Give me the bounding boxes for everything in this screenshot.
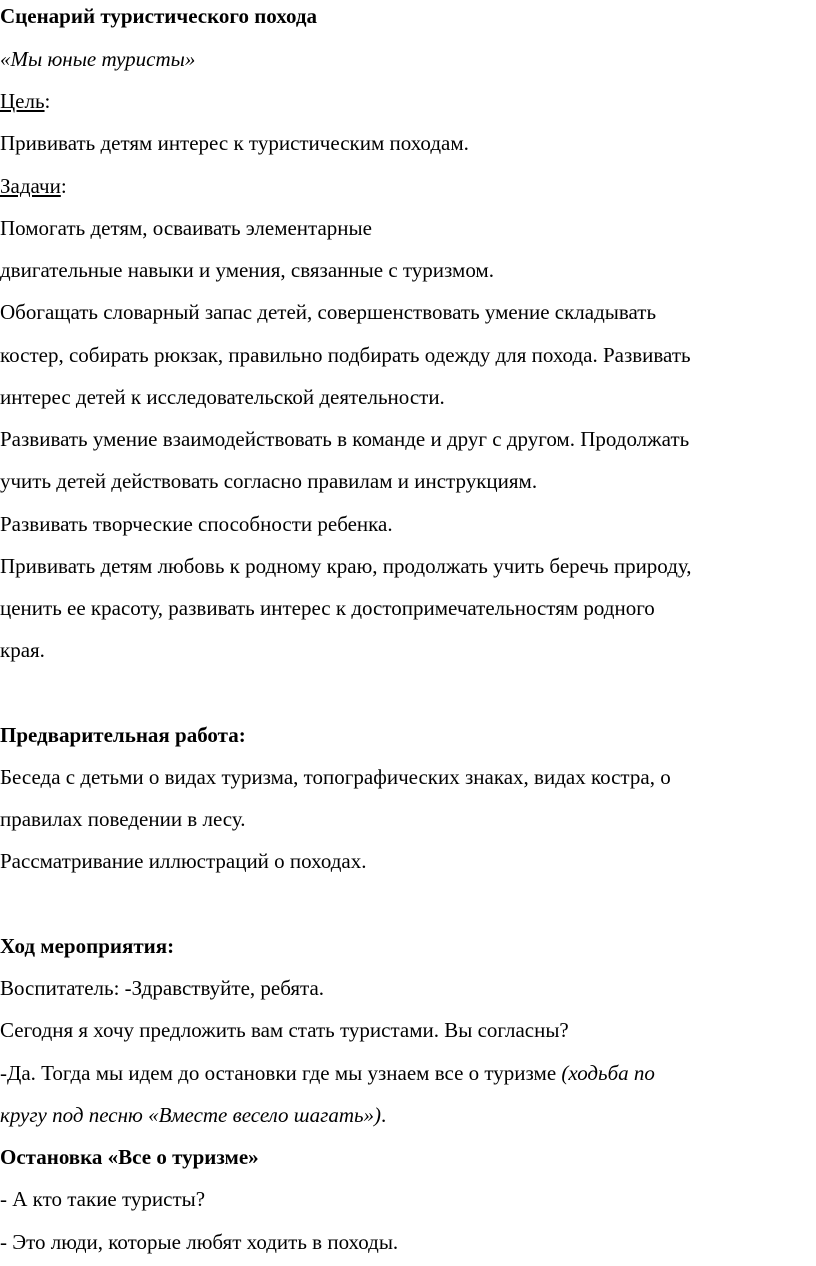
- prep-heading: Предварительная работа:: [0, 723, 246, 747]
- goal-colon: :: [44, 89, 51, 113]
- goal-label-line: [0, 89, 50, 113]
- tasks-line: учить детей действовать согласно правилам и инструкциям.: [0, 469, 538, 493]
- tasks-line: Обогащать словарный запас детей, совершенствовать умение складывать: [0, 300, 657, 324]
- event-line4-end: .: [381, 1103, 387, 1127]
- event-line: Сегодня я хочу предложить вам стать туристами. Вы согласны?: [0, 1018, 569, 1042]
- event-line: [0, 1103, 386, 1127]
- tasks-line: костер, собирать рюкзак, правильно подбирать одежду для похода. Развивать: [0, 343, 691, 367]
- document-title: Сценарий туристического похода: [0, 4, 317, 28]
- tasks-colon: :: [60, 174, 67, 198]
- event-line: Воспитатель: -Здравствуйте, ребята.: [0, 976, 325, 1000]
- tasks-line: Прививать детям любовь к родному краю, продолжать учить беречь природу,: [0, 554, 692, 578]
- event-line3-text: -Да. Тогда мы идем до остановки где мы узнаем все о туризме: [0, 1061, 562, 1085]
- tasks-line: ценить ее красоту, развивать интерес к достопримечательностям родного: [0, 596, 655, 620]
- tasks-label: Задачи: [0, 174, 61, 198]
- event-line: [0, 1061, 655, 1085]
- event-line4-italic: кругу под песню «Вместе весело шагать»): [0, 1103, 382, 1127]
- tasks-line: интерес детей к исследовательской деятельности.: [0, 385, 445, 409]
- event-line3-italic: (ходьба по: [561, 1061, 655, 1085]
- event-heading: Ход мероприятия:: [0, 934, 175, 958]
- goal-label: Цель: [0, 89, 45, 113]
- tasks-line: Развивать умение взаимодействовать в команде и друг с другом. Продолжать: [0, 427, 690, 451]
- prep-line: Беседа с детьми о видах туризма, топографических знаках, видах костра, о: [0, 765, 671, 789]
- stop-heading: Остановка «Все о туризме»: [0, 1145, 259, 1169]
- tasks-label-line: [0, 174, 67, 198]
- tasks-line: двигательные навыки и умения, связанные с туризмом.: [0, 258, 494, 282]
- dialog-line: - Это люди, которые любят ходить в походы.: [0, 1230, 399, 1254]
- tasks-line: Развивать творческие способности ребенка.: [0, 512, 393, 536]
- tasks-line: Помогать детям, осваивать элементарные: [0, 216, 372, 240]
- document-subtitle: «Мы юные туристы»: [0, 47, 196, 71]
- dialog-line: - А кто такие туристы?: [0, 1187, 206, 1211]
- prep-line: Рассматривание иллюстраций о походах.: [0, 849, 367, 873]
- goal-text: Прививать детям интерес к туристическим походам.: [0, 131, 469, 155]
- prep-line: правилах поведении в лесу.: [0, 807, 246, 831]
- tasks-line: края.: [0, 638, 45, 662]
